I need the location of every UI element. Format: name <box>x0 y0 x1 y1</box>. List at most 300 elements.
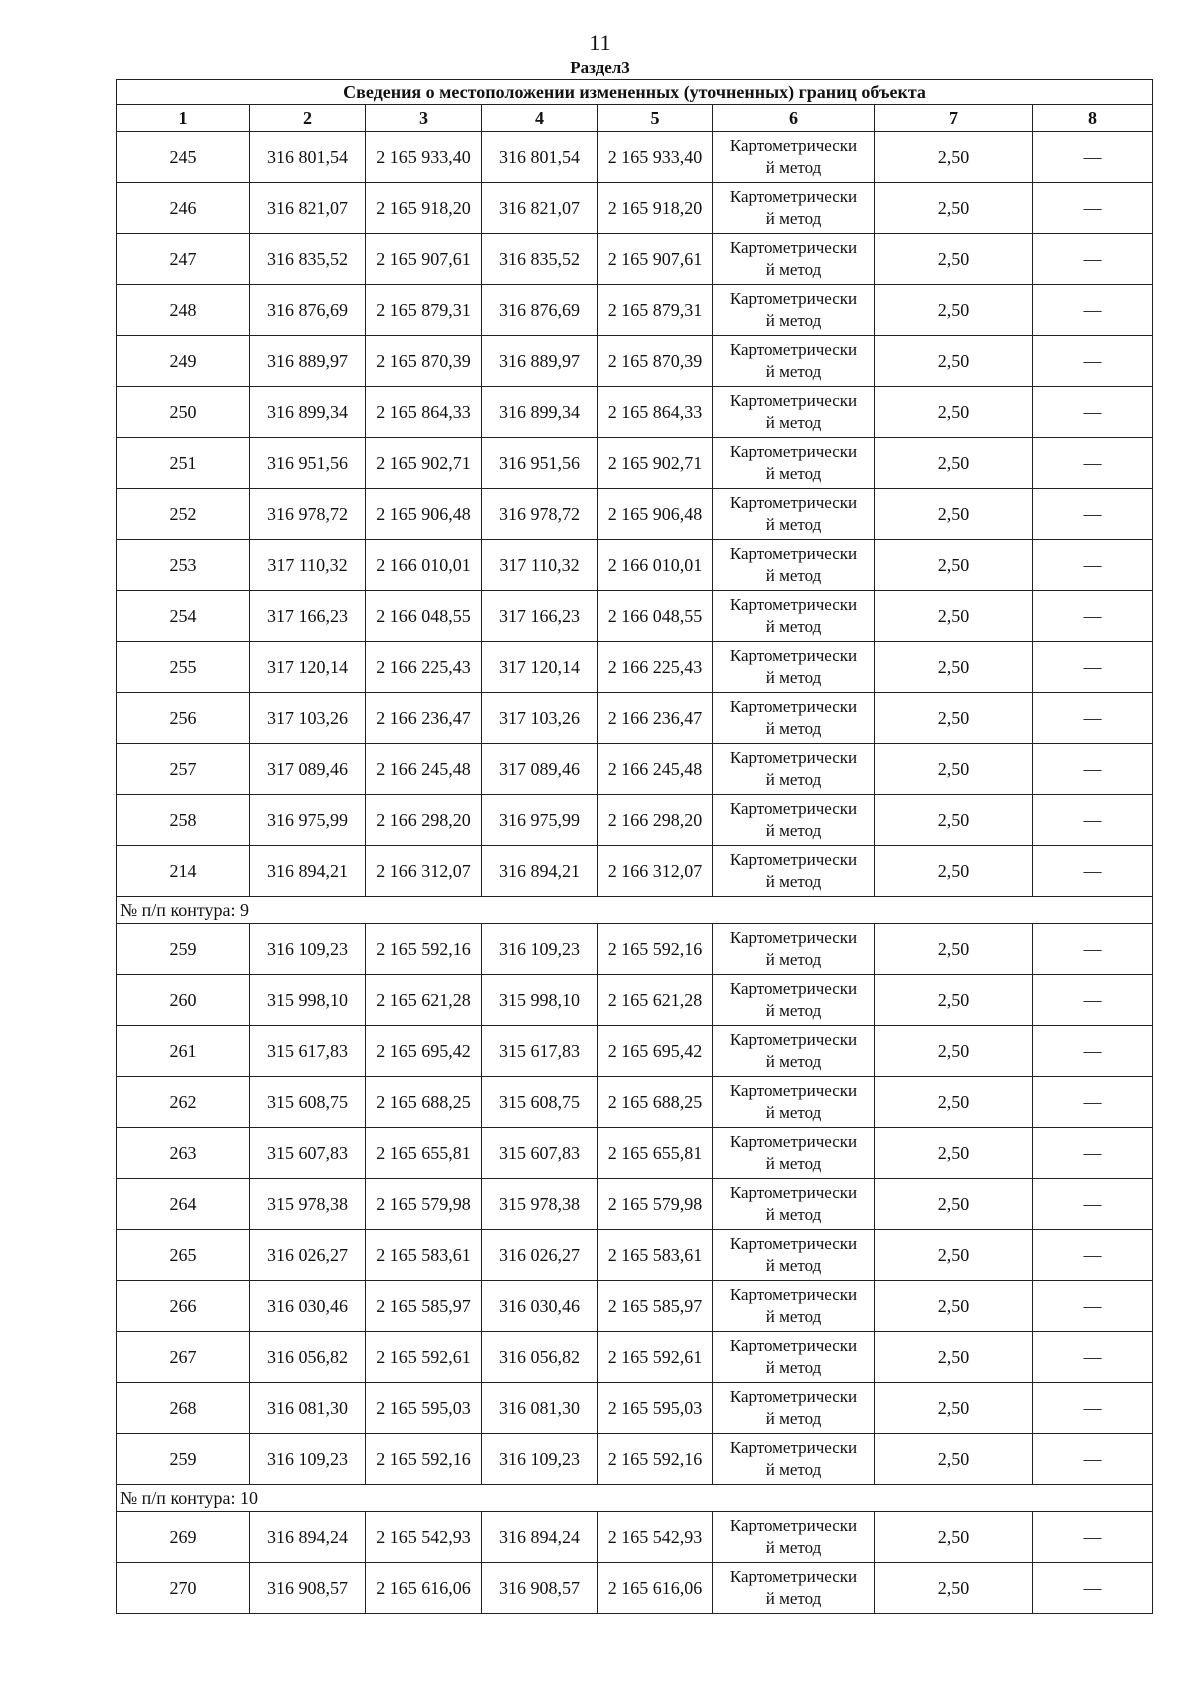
method-cell <box>713 387 875 438</box>
accuracy-cell: 2,50 <box>875 591 1033 642</box>
x-old-cell: 316 876,69 <box>250 285 366 336</box>
accuracy-cell: 2,50 <box>875 540 1033 591</box>
y-new-cell: 2 166 298,20 <box>598 795 713 846</box>
x-new-cell: 316 081,30 <box>482 1383 598 1434</box>
method-text-line: Картометрически <box>729 1336 858 1355</box>
table-caption-row <box>117 80 1153 105</box>
method-cell <box>713 132 875 183</box>
y-old-cell: 2 165 906,48 <box>366 489 482 540</box>
x-old-cell: 316 899,34 <box>250 387 366 438</box>
method-cell <box>713 693 875 744</box>
y-new-cell: 2 165 906,48 <box>598 489 713 540</box>
point-number-cell: 262 <box>117 1077 250 1128</box>
description-cell: — <box>1033 1332 1153 1383</box>
method-cell <box>713 642 875 693</box>
section-title: Раздел3 <box>570 58 630 77</box>
method-text-line: й метод <box>765 617 822 636</box>
method-text-line: Картометрически <box>729 1132 858 1151</box>
y-new-cell: 2 165 579,98 <box>598 1179 713 1230</box>
y-old-cell: 2 165 870,39 <box>366 336 482 387</box>
method-text-line: й метод <box>765 1307 822 1326</box>
method-text-line: й метод <box>765 1589 822 1608</box>
method-text-line: Картометрически <box>729 979 858 998</box>
method-text-line: Картометрически <box>729 595 858 614</box>
table-row <box>117 1434 1153 1485</box>
y-old-cell: 2 166 225,43 <box>366 642 482 693</box>
method-text-line: й метод <box>765 1256 822 1275</box>
x-old-cell: 316 975,99 <box>250 795 366 846</box>
y-new-cell: 2 165 902,71 <box>598 438 713 489</box>
table-row <box>117 1383 1153 1434</box>
point-number-cell: 257 <box>117 744 250 795</box>
point-number-cell: 255 <box>117 642 250 693</box>
method-cell <box>713 234 875 285</box>
point-number-cell: 247 <box>117 234 250 285</box>
description-cell: — <box>1033 795 1153 846</box>
x-new-cell: 315 608,75 <box>482 1077 598 1128</box>
method-cell <box>713 924 875 975</box>
description-cell: — <box>1033 744 1153 795</box>
x-old-cell: 315 607,83 <box>250 1128 366 1179</box>
y-old-cell: 2 165 688,25 <box>366 1077 482 1128</box>
y-old-cell: 2 165 864,33 <box>366 387 482 438</box>
table-caption: Сведения о местоположении измененных (уточненных) границ объекта <box>117 80 1153 105</box>
y-old-cell: 2 165 918,20 <box>366 183 482 234</box>
y-new-cell: 2 165 585,97 <box>598 1281 713 1332</box>
column-header-6: 6 <box>713 105 875 132</box>
y-new-cell: 2 165 933,40 <box>598 132 713 183</box>
table-row <box>117 1026 1153 1077</box>
point-number-cell: 249 <box>117 336 250 387</box>
method-text-line: й метод <box>765 515 822 534</box>
accuracy-cell: 2,50 <box>875 1563 1033 1614</box>
accuracy-cell: 2,50 <box>875 132 1033 183</box>
method-text-line: Картометрически <box>729 1516 858 1535</box>
description-cell: — <box>1033 387 1153 438</box>
x-new-cell: 315 998,10 <box>482 975 598 1026</box>
method-cell <box>713 975 875 1026</box>
method-text-line: й метод <box>765 413 822 432</box>
description-cell: — <box>1033 285 1153 336</box>
accuracy-cell: 2,50 <box>875 1179 1033 1230</box>
description-cell: — <box>1033 846 1153 897</box>
method-cell <box>713 1383 875 1434</box>
method-cell <box>713 1077 875 1128</box>
method-text-line: Картометрически <box>729 340 858 359</box>
x-new-cell: 315 607,83 <box>482 1128 598 1179</box>
y-old-cell: 2 165 592,16 <box>366 1434 482 1485</box>
x-old-cell: 316 026,27 <box>250 1230 366 1281</box>
x-old-cell: 316 109,23 <box>250 1434 366 1485</box>
point-number-cell: 254 <box>117 591 250 642</box>
table-row <box>117 234 1153 285</box>
x-old-cell: 317 110,32 <box>250 540 366 591</box>
table-row <box>117 1230 1153 1281</box>
method-text-line: й метод <box>765 770 822 789</box>
x-new-cell: 316 975,99 <box>482 795 598 846</box>
table-row <box>117 132 1153 183</box>
x-old-cell: 317 120,14 <box>250 642 366 693</box>
point-number-cell: 266 <box>117 1281 250 1332</box>
method-text-line: Картометрически <box>729 1438 858 1457</box>
accuracy-cell: 2,50 <box>875 693 1033 744</box>
accuracy-cell: 2,50 <box>875 387 1033 438</box>
x-old-cell: 315 608,75 <box>250 1077 366 1128</box>
method-text-line: Картометрически <box>729 1081 858 1100</box>
x-old-cell: 316 835,52 <box>250 234 366 285</box>
method-cell <box>713 1281 875 1332</box>
point-number-cell: 253 <box>117 540 250 591</box>
table-row <box>117 642 1153 693</box>
method-text-line: Картометрически <box>729 850 858 869</box>
accuracy-cell: 2,50 <box>875 489 1033 540</box>
contour-label: № п/п контура: 9 <box>117 897 1153 924</box>
description-cell: — <box>1033 1512 1153 1563</box>
method-text-line: Картометрически <box>729 1183 858 1202</box>
y-new-cell: 2 165 595,03 <box>598 1383 713 1434</box>
accuracy-cell: 2,50 <box>875 795 1033 846</box>
point-number-cell: 269 <box>117 1512 250 1563</box>
method-text-line: й метод <box>765 1538 822 1557</box>
table-row <box>117 1512 1153 1563</box>
column-header-3: 3 <box>366 105 482 132</box>
method-text-line: Картометрически <box>729 928 858 947</box>
y-old-cell: 2 165 592,16 <box>366 924 482 975</box>
description-cell: — <box>1033 642 1153 693</box>
method-cell <box>713 1179 875 1230</box>
y-old-cell: 2 165 933,40 <box>366 132 482 183</box>
x-new-cell: 316 876,69 <box>482 285 598 336</box>
method-text-line: й метод <box>765 566 822 585</box>
description-cell: — <box>1033 234 1153 285</box>
column-header-4: 4 <box>482 105 598 132</box>
column-header-2: 2 <box>250 105 366 132</box>
y-old-cell: 2 165 879,31 <box>366 285 482 336</box>
table-row <box>117 1563 1153 1614</box>
accuracy-cell: 2,50 <box>875 744 1033 795</box>
y-new-cell: 2 165 621,28 <box>598 975 713 1026</box>
method-text-line: й метод <box>765 1052 822 1071</box>
table-row <box>117 489 1153 540</box>
x-new-cell: 316 894,24 <box>482 1512 598 1563</box>
method-text-line: й метод <box>765 158 822 177</box>
y-old-cell: 2 165 542,93 <box>366 1512 482 1563</box>
x-new-cell: 317 120,14 <box>482 642 598 693</box>
table-row <box>117 183 1153 234</box>
method-cell <box>713 1230 875 1281</box>
accuracy-cell: 2,50 <box>875 1230 1033 1281</box>
description-cell: — <box>1033 132 1153 183</box>
point-number-cell: 259 <box>117 924 250 975</box>
contour-label: № п/п контура: 10 <box>117 1485 1153 1512</box>
y-new-cell: 2 165 688,25 <box>598 1077 713 1128</box>
accuracy-cell: 2,50 <box>875 1026 1033 1077</box>
table-row <box>117 540 1153 591</box>
x-new-cell: 315 617,83 <box>482 1026 598 1077</box>
description-cell: — <box>1033 540 1153 591</box>
point-number-cell: 270 <box>117 1563 250 1614</box>
y-old-cell: 2 165 592,61 <box>366 1332 482 1383</box>
method-text-line: Картометрически <box>729 442 858 461</box>
method-cell <box>713 489 875 540</box>
y-new-cell: 2 166 225,43 <box>598 642 713 693</box>
method-text-line: й метод <box>765 1205 822 1224</box>
y-old-cell: 2 165 585,97 <box>366 1281 482 1332</box>
x-old-cell: 317 089,46 <box>250 744 366 795</box>
description-cell: — <box>1033 693 1153 744</box>
method-text-line: й метод <box>765 1358 822 1377</box>
method-cell <box>713 591 875 642</box>
method-cell <box>713 1512 875 1563</box>
method-text-line: Картометрически <box>729 646 858 665</box>
accuracy-cell: 2,50 <box>875 234 1033 285</box>
table-row <box>117 1077 1153 1128</box>
accuracy-cell: 2,50 <box>875 1434 1033 1485</box>
x-new-cell: 317 103,26 <box>482 693 598 744</box>
accuracy-cell: 2,50 <box>875 924 1033 975</box>
x-old-cell: 316 908,57 <box>250 1563 366 1614</box>
point-number-cell: 264 <box>117 1179 250 1230</box>
x-old-cell: 317 166,23 <box>250 591 366 642</box>
y-new-cell: 2 165 592,61 <box>598 1332 713 1383</box>
description-cell: — <box>1033 1128 1153 1179</box>
x-new-cell: 317 110,32 <box>482 540 598 591</box>
column-header-8: 8 <box>1033 105 1153 132</box>
table-row <box>117 1332 1153 1383</box>
method-text-line: й метод <box>765 1103 822 1122</box>
y-old-cell: 2 166 010,01 <box>366 540 482 591</box>
y-new-cell: 2 165 583,61 <box>598 1230 713 1281</box>
x-new-cell: 316 951,56 <box>482 438 598 489</box>
y-new-cell: 2 165 918,20 <box>598 183 713 234</box>
y-old-cell: 2 165 595,03 <box>366 1383 482 1434</box>
method-cell <box>713 1332 875 1383</box>
y-old-cell: 2 165 583,61 <box>366 1230 482 1281</box>
method-text-line: й метод <box>765 872 822 891</box>
y-new-cell: 2 165 870,39 <box>598 336 713 387</box>
contour-label-row <box>117 1485 1153 1512</box>
method-cell <box>713 846 875 897</box>
accuracy-cell: 2,50 <box>875 1512 1033 1563</box>
point-number-cell: 256 <box>117 693 250 744</box>
y-new-cell: 2 165 879,31 <box>598 285 713 336</box>
method-text-line: й метод <box>765 719 822 738</box>
accuracy-cell: 2,50 <box>875 1128 1033 1179</box>
y-new-cell: 2 165 616,06 <box>598 1563 713 1614</box>
point-number-cell: 246 <box>117 183 250 234</box>
description-cell: — <box>1033 489 1153 540</box>
y-new-cell: 2 166 010,01 <box>598 540 713 591</box>
point-number-cell: 245 <box>117 132 250 183</box>
method-text-line: Картометрически <box>729 136 858 155</box>
description-cell: — <box>1033 1383 1153 1434</box>
method-text-line: Картометрически <box>729 1234 858 1253</box>
description-cell: — <box>1033 1179 1153 1230</box>
column-header-7: 7 <box>875 105 1033 132</box>
method-text-line: Картометрически <box>729 238 858 257</box>
method-cell <box>713 744 875 795</box>
method-text-line: й метод <box>765 1154 822 1173</box>
method-text-line: й метод <box>765 311 822 330</box>
y-old-cell: 2 166 312,07 <box>366 846 482 897</box>
y-new-cell: 2 165 592,16 <box>598 1434 713 1485</box>
y-old-cell: 2 165 616,06 <box>366 1563 482 1614</box>
method-text-line: й метод <box>765 260 822 279</box>
method-text-line: Картометрически <box>729 1567 858 1586</box>
accuracy-cell: 2,50 <box>875 438 1033 489</box>
point-number-cell: 258 <box>117 795 250 846</box>
method-cell <box>713 540 875 591</box>
description-cell: — <box>1033 1077 1153 1128</box>
column-header-row <box>117 105 1153 132</box>
point-number-cell: 259 <box>117 1434 250 1485</box>
accuracy-cell: 2,50 <box>875 1077 1033 1128</box>
point-number-cell: 268 <box>117 1383 250 1434</box>
table-row <box>117 285 1153 336</box>
method-text-line: Картометрически <box>729 289 858 308</box>
accuracy-cell: 2,50 <box>875 183 1033 234</box>
method-text-line: Картометрически <box>729 1285 858 1304</box>
y-new-cell: 2 165 655,81 <box>598 1128 713 1179</box>
method-text-line: й метод <box>765 362 822 381</box>
y-old-cell: 2 165 695,42 <box>366 1026 482 1077</box>
table-row <box>117 438 1153 489</box>
y-old-cell: 2 165 907,61 <box>366 234 482 285</box>
table-row <box>117 336 1153 387</box>
table-row <box>117 1128 1153 1179</box>
description-cell: — <box>1033 1230 1153 1281</box>
method-cell <box>713 336 875 387</box>
y-old-cell: 2 166 236,47 <box>366 693 482 744</box>
accuracy-cell: 2,50 <box>875 1332 1033 1383</box>
x-old-cell: 316 951,56 <box>250 438 366 489</box>
x-old-cell: 315 998,10 <box>250 975 366 1026</box>
x-new-cell: 315 978,38 <box>482 1179 598 1230</box>
y-new-cell: 2 165 592,16 <box>598 924 713 975</box>
x-new-cell: 316 801,54 <box>482 132 598 183</box>
point-number-cell: 214 <box>117 846 250 897</box>
description-cell: — <box>1033 438 1153 489</box>
x-new-cell: 316 109,23 <box>482 924 598 975</box>
x-new-cell: 316 978,72 <box>482 489 598 540</box>
table-row <box>117 387 1153 438</box>
description-cell: — <box>1033 924 1153 975</box>
y-old-cell: 2 166 298,20 <box>366 795 482 846</box>
description-cell: — <box>1033 1434 1153 1485</box>
y-new-cell: 2 165 695,42 <box>598 1026 713 1077</box>
method-cell <box>713 795 875 846</box>
y-new-cell: 2 166 312,07 <box>598 846 713 897</box>
point-number-cell: 250 <box>117 387 250 438</box>
contour-label-row <box>117 897 1153 924</box>
accuracy-cell: 2,50 <box>875 642 1033 693</box>
accuracy-cell: 2,50 <box>875 1281 1033 1332</box>
method-text-line: Картометрически <box>729 391 858 410</box>
method-text-line: Картометрически <box>729 1387 858 1406</box>
x-old-cell: 316 821,07 <box>250 183 366 234</box>
table-row <box>117 591 1153 642</box>
x-old-cell: 316 894,21 <box>250 846 366 897</box>
x-old-cell: 315 978,38 <box>250 1179 366 1230</box>
x-old-cell: 315 617,83 <box>250 1026 366 1077</box>
accuracy-cell: 2,50 <box>875 975 1033 1026</box>
accuracy-cell: 2,50 <box>875 285 1033 336</box>
accuracy-cell: 2,50 <box>875 336 1033 387</box>
x-old-cell: 316 109,23 <box>250 924 366 975</box>
table-row <box>117 1281 1153 1332</box>
description-cell: — <box>1033 1281 1153 1332</box>
description-cell: — <box>1033 336 1153 387</box>
y-old-cell: 2 166 048,55 <box>366 591 482 642</box>
method-text-line: й метод <box>765 821 822 840</box>
method-text-line: й метод <box>765 1001 822 1020</box>
point-number-cell: 248 <box>117 285 250 336</box>
x-new-cell: 316 026,27 <box>482 1230 598 1281</box>
x-new-cell: 316 821,07 <box>482 183 598 234</box>
method-cell <box>713 1563 875 1614</box>
x-new-cell: 317 166,23 <box>482 591 598 642</box>
x-new-cell: 316 908,57 <box>482 1563 598 1614</box>
x-new-cell: 317 089,46 <box>482 744 598 795</box>
accuracy-cell: 2,50 <box>875 1383 1033 1434</box>
x-new-cell: 316 109,23 <box>482 1434 598 1485</box>
y-old-cell: 2 165 902,71 <box>366 438 482 489</box>
table-row <box>117 846 1153 897</box>
page-number: 11 <box>589 30 611 55</box>
x-old-cell: 316 801,54 <box>250 132 366 183</box>
boundary-coordinates-table <box>116 79 1153 1614</box>
table-row <box>117 744 1153 795</box>
method-cell <box>713 183 875 234</box>
method-text-line: й метод <box>765 1409 822 1428</box>
x-old-cell: 316 978,72 <box>250 489 366 540</box>
x-old-cell: 316 030,46 <box>250 1281 366 1332</box>
method-cell <box>713 1128 875 1179</box>
x-old-cell: 317 103,26 <box>250 693 366 744</box>
x-new-cell: 316 889,97 <box>482 336 598 387</box>
method-text-line: й метод <box>765 464 822 483</box>
x-old-cell: 316 894,24 <box>250 1512 366 1563</box>
method-text-line: Картометрически <box>729 697 858 716</box>
table-row <box>117 924 1153 975</box>
y-new-cell: 2 166 245,48 <box>598 744 713 795</box>
description-cell: — <box>1033 183 1153 234</box>
x-old-cell: 316 889,97 <box>250 336 366 387</box>
description-cell: — <box>1033 975 1153 1026</box>
x-old-cell: 316 081,30 <box>250 1383 366 1434</box>
method-cell <box>713 285 875 336</box>
x-old-cell: 316 056,82 <box>250 1332 366 1383</box>
y-old-cell: 2 165 655,81 <box>366 1128 482 1179</box>
method-cell <box>713 438 875 489</box>
x-new-cell: 316 835,52 <box>482 234 598 285</box>
method-text-line: Картометрически <box>729 187 858 206</box>
column-header-5: 5 <box>598 105 713 132</box>
point-number-cell: 252 <box>117 489 250 540</box>
point-number-cell: 263 <box>117 1128 250 1179</box>
method-text-line: Картометрически <box>729 799 858 818</box>
table-row <box>117 795 1153 846</box>
method-text-line: Картометрически <box>729 748 858 767</box>
method-text-line: й метод <box>765 668 822 687</box>
description-cell: — <box>1033 591 1153 642</box>
description-cell: — <box>1033 1026 1153 1077</box>
method-text-line: Картометрически <box>729 1030 858 1049</box>
method-text-line: й метод <box>765 950 822 969</box>
x-new-cell: 316 030,46 <box>482 1281 598 1332</box>
method-text-line: Картометрически <box>729 544 858 563</box>
table-row <box>117 1179 1153 1230</box>
